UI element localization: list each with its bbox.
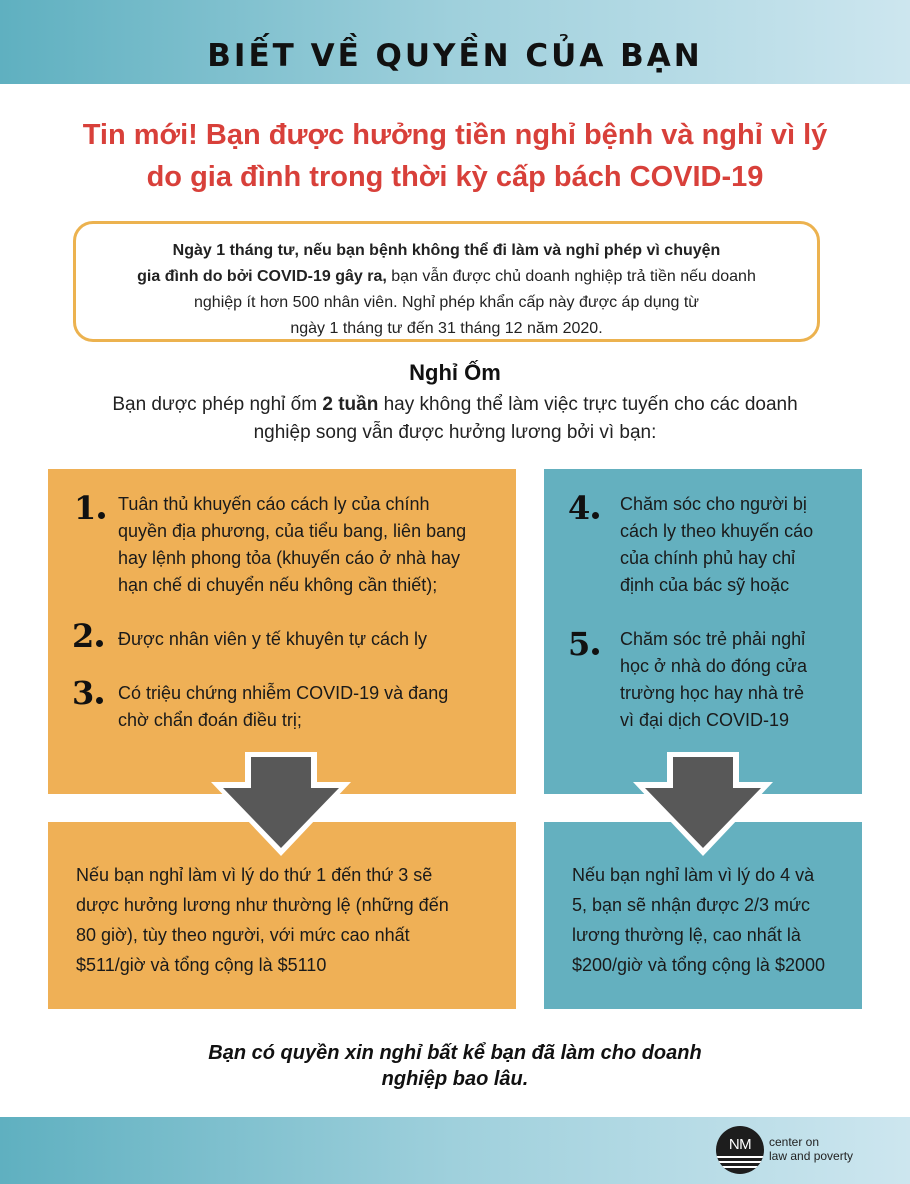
logo-text — [769, 1135, 899, 1163]
reason-number: 5 — [568, 627, 599, 661]
result-line: dược hưởng lương như thường lệ (những đến — [76, 895, 449, 915]
down-arrow-icon — [633, 752, 773, 856]
result-line: Nếu bạn nghỉ làm vì lý do 4 và — [572, 865, 815, 885]
reason-number: 4 — [568, 491, 599, 525]
logo-mark: NM — [728, 1136, 752, 1153]
closing-note — [100, 1040, 810, 1092]
number-dot — [592, 648, 599, 655]
result-line: 5, bạn sẽ nhận được 2/3 mức — [572, 895, 811, 915]
reason-item-3 — [118, 680, 498, 734]
intro-line-2: nghiệp song vẫn được hưởng lương bởi vì bạn: — [253, 422, 657, 443]
reason-number: 3 — [72, 676, 103, 710]
reason-line: quyền địa phương, của tiểu bang, liên bang — [118, 521, 467, 541]
intro-after: hay không thể làm việc trực tuyến cho các doanh — [378, 394, 798, 415]
reason-line: Có triệu chứng nhiễm COVID-19 và đang — [118, 683, 449, 703]
reason-number: 1 — [74, 491, 105, 525]
result-line: 80 giờ), tùy theo người, với mức cao nhất — [76, 925, 410, 945]
reason-item-4 — [620, 491, 856, 599]
reason-line: của chính phủ hay chỉ — [620, 548, 796, 568]
reason-line: định của bác sỹ hoặc — [620, 575, 790, 595]
reason-item-5 — [620, 626, 856, 734]
result-text-left — [76, 860, 506, 980]
reason-item-2 — [118, 626, 498, 653]
result-line: $511/giờ và tổng cộng là $5110 — [76, 955, 327, 975]
reason-line: cách ly theo khuyến cáo — [620, 521, 814, 541]
logo-text-line-1: center on — [769, 1135, 820, 1149]
reason-line: Tuân thủ khuyến cáo cách ly của chính — [118, 494, 430, 514]
reason-line: chờ chẩn đoán điều trị; — [118, 710, 302, 730]
result-line: lương thường lệ, cao nhất là — [572, 925, 801, 945]
reasons-panel-right — [544, 469, 862, 794]
reason-line: Chăm sóc trẻ phải nghỉ — [620, 629, 806, 649]
result-line: $200/giờ và tổng cộng là $2000 — [572, 955, 826, 975]
section-title: Nghỉ Ốm — [409, 360, 501, 385]
closing-line-1: Bạn có quyền xin nghỉ bất kể bạn đã làm cho doanh — [208, 1042, 702, 1064]
notice-box — [73, 221, 820, 342]
section-intro — [60, 391, 850, 447]
number-dot — [592, 512, 599, 519]
reason-line: hạn chế di chuyển nếu không cần thiết); — [118, 575, 438, 595]
reasons-panel-left — [48, 469, 516, 794]
reason-line: vì đại dịch COVID-19 — [620, 710, 790, 730]
reason-line: học ở nhà do đóng cửa — [620, 656, 807, 676]
headline-line-2: do gia đình trong thời kỳ cấp bách COVID-19 — [146, 161, 764, 193]
logo — [716, 1126, 896, 1176]
result-text-right — [572, 860, 857, 980]
notice-bold-2: gia đình do bởi COVID-19 gây ra, — [137, 268, 387, 285]
notice-text-4: ngày 1 tháng tư đến 31 tháng 12 năm 2020. — [290, 320, 603, 337]
intro-before: Bạn dược phép nghỉ ốm — [112, 394, 323, 415]
closing-line-2: nghiệp bao lâu. — [381, 1068, 529, 1090]
reason-number: 2 — [72, 619, 103, 653]
reason-line: Được nhân viên y tế khuyên tự cách ly — [118, 629, 428, 649]
logo-emblem — [716, 1126, 764, 1174]
headline — [60, 114, 850, 198]
logo-stripe — [716, 1156, 764, 1158]
number-dot — [98, 512, 105, 519]
number-dot — [96, 640, 103, 647]
notice-bold-1: Ngày 1 tháng tư, nếu bạn bệnh không thể đi làm và nghỉ phép vì chuyện — [172, 242, 721, 259]
page-title: BIẾT VỀ QUYỀN CỦA BẠN — [207, 38, 703, 74]
reason-item-1 — [118, 491, 498, 599]
headline-line-1: Tin mới! Bạn được hưởng tiền nghỉ bệnh và nghỉ vì lý — [82, 119, 828, 151]
logo-stripe — [716, 1166, 764, 1168]
reason-line: hay lệnh phong tỏa (khuyến cáo ở nhà hay — [118, 548, 461, 568]
logo-text-line-2: law and poverty — [769, 1149, 854, 1163]
reason-line: trường học hay nhà trẻ — [620, 683, 804, 703]
intro-bold: 2 tuần — [322, 394, 379, 415]
reason-line: Chăm sóc cho người bị — [620, 494, 807, 514]
result-line: Nếu bạn nghỉ làm vì lý do thứ 1 đến thứ 3 sẽ — [76, 865, 433, 885]
notice-text-2: bạn vẫn được chủ doanh nghiệp trả tiền nếu doanh — [386, 268, 756, 285]
logo-stripe — [716, 1161, 764, 1163]
notice-text-3: nghiệp ít hơn 500 nhân viên. Nghỉ phép khẩn cấp này được áp dụng từ — [194, 294, 699, 311]
down-arrow-icon — [211, 752, 351, 856]
number-dot — [96, 697, 103, 704]
